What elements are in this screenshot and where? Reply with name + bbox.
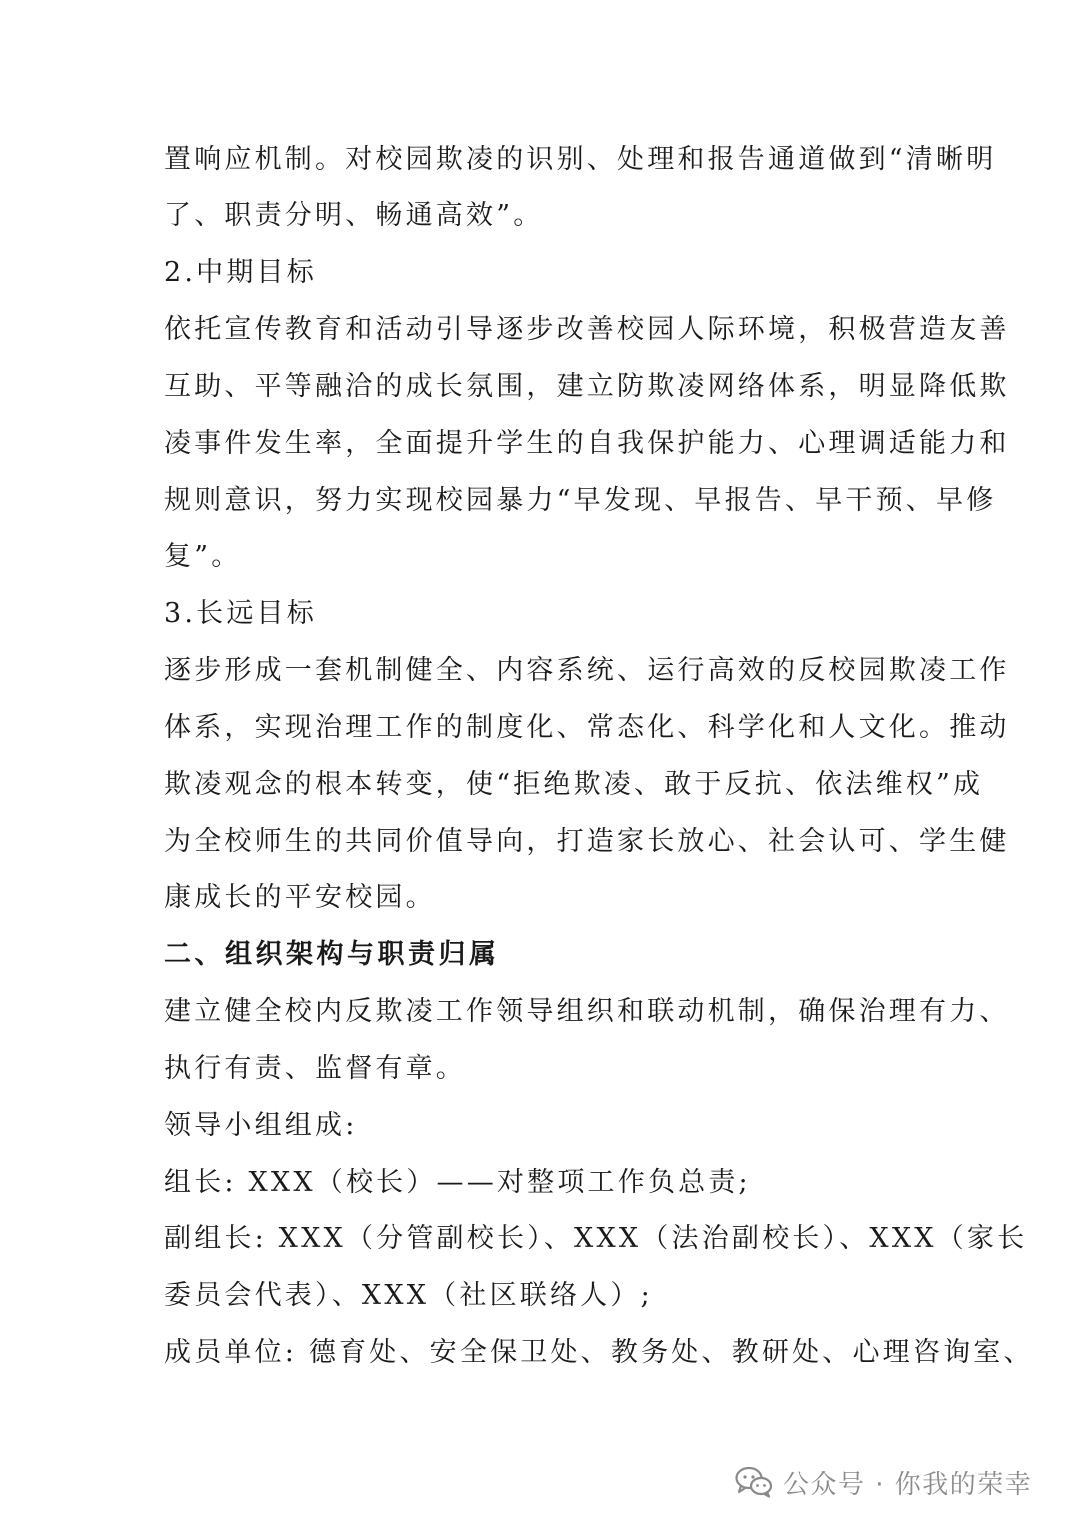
text-line: 规则意识，努力实现校园暴力“早发现、早报告、早干预、早修 bbox=[164, 485, 997, 516]
text-line: 了、职责分明、畅通高效”。 bbox=[164, 200, 544, 231]
text-line: 体系，实现治理工作的制度化、常态化、科学化和人文化。推动 bbox=[164, 712, 1010, 743]
text-line: 互助、平等融洽的成长氛围，建立防欺凌网络体系，明显降低欺 bbox=[164, 371, 1010, 402]
subheading-mid-term-goal: 2.中期目标 bbox=[164, 257, 317, 288]
text-line: 组长: XXX（校长）——对整项工作负总责; bbox=[164, 1167, 751, 1198]
text-line: 副组长: XXX（分管副校长）、XXX（法治副校长）、XXX（家长 bbox=[164, 1223, 1028, 1254]
text-line: 建立健全校内反欺凌工作领导组织和联动机制，确保治理有力、 bbox=[164, 996, 1010, 1027]
text-line: 成员单位: 德育处、安全保卫处、教务处、教研处、心理咨询室、 bbox=[164, 1337, 1034, 1368]
watermark bbox=[735, 1462, 1032, 1502]
text-line: 依托宣传教育和活动引导逐步改善校园人际环境，积极营造友善 bbox=[164, 314, 1010, 345]
text-line: 康成长的平安校园。 bbox=[164, 882, 436, 913]
watermark-text: 公众号 · 你我的荣幸 bbox=[783, 1469, 1033, 1500]
text-line: 为全校师生的共同价值导向，打造家长放心、社会认可、学生健 bbox=[164, 826, 1010, 857]
text-line: 凌事件发生率，全面提升学生的自我保护能力、心理调适能力和 bbox=[164, 428, 1010, 459]
text-line: 复”。 bbox=[164, 541, 242, 572]
text-line: 逐步形成一套机制健全、内容系统、运行高效的反校园欺凌工作 bbox=[164, 655, 1010, 686]
text-line: 领导小组组成: bbox=[164, 1110, 358, 1141]
section-heading: 二、组织架构与职责归属 bbox=[164, 939, 500, 970]
subheading-long-term-goal: 3.长远目标 bbox=[164, 598, 317, 629]
wechat-icon bbox=[735, 1466, 773, 1498]
text-line: 欺凌观念的根本转变，使“拒绝欺凌、敢于反抗、依法维权”成 bbox=[164, 769, 984, 800]
text-line: 执行有责、监督有章。 bbox=[164, 1053, 466, 1084]
text-line: 置响应机制。对校园欺凌的识别、处理和报告通道做到“清晰明 bbox=[164, 144, 997, 175]
text-line: 委员会代表）、XXX（社区联络人）; bbox=[164, 1280, 653, 1311]
